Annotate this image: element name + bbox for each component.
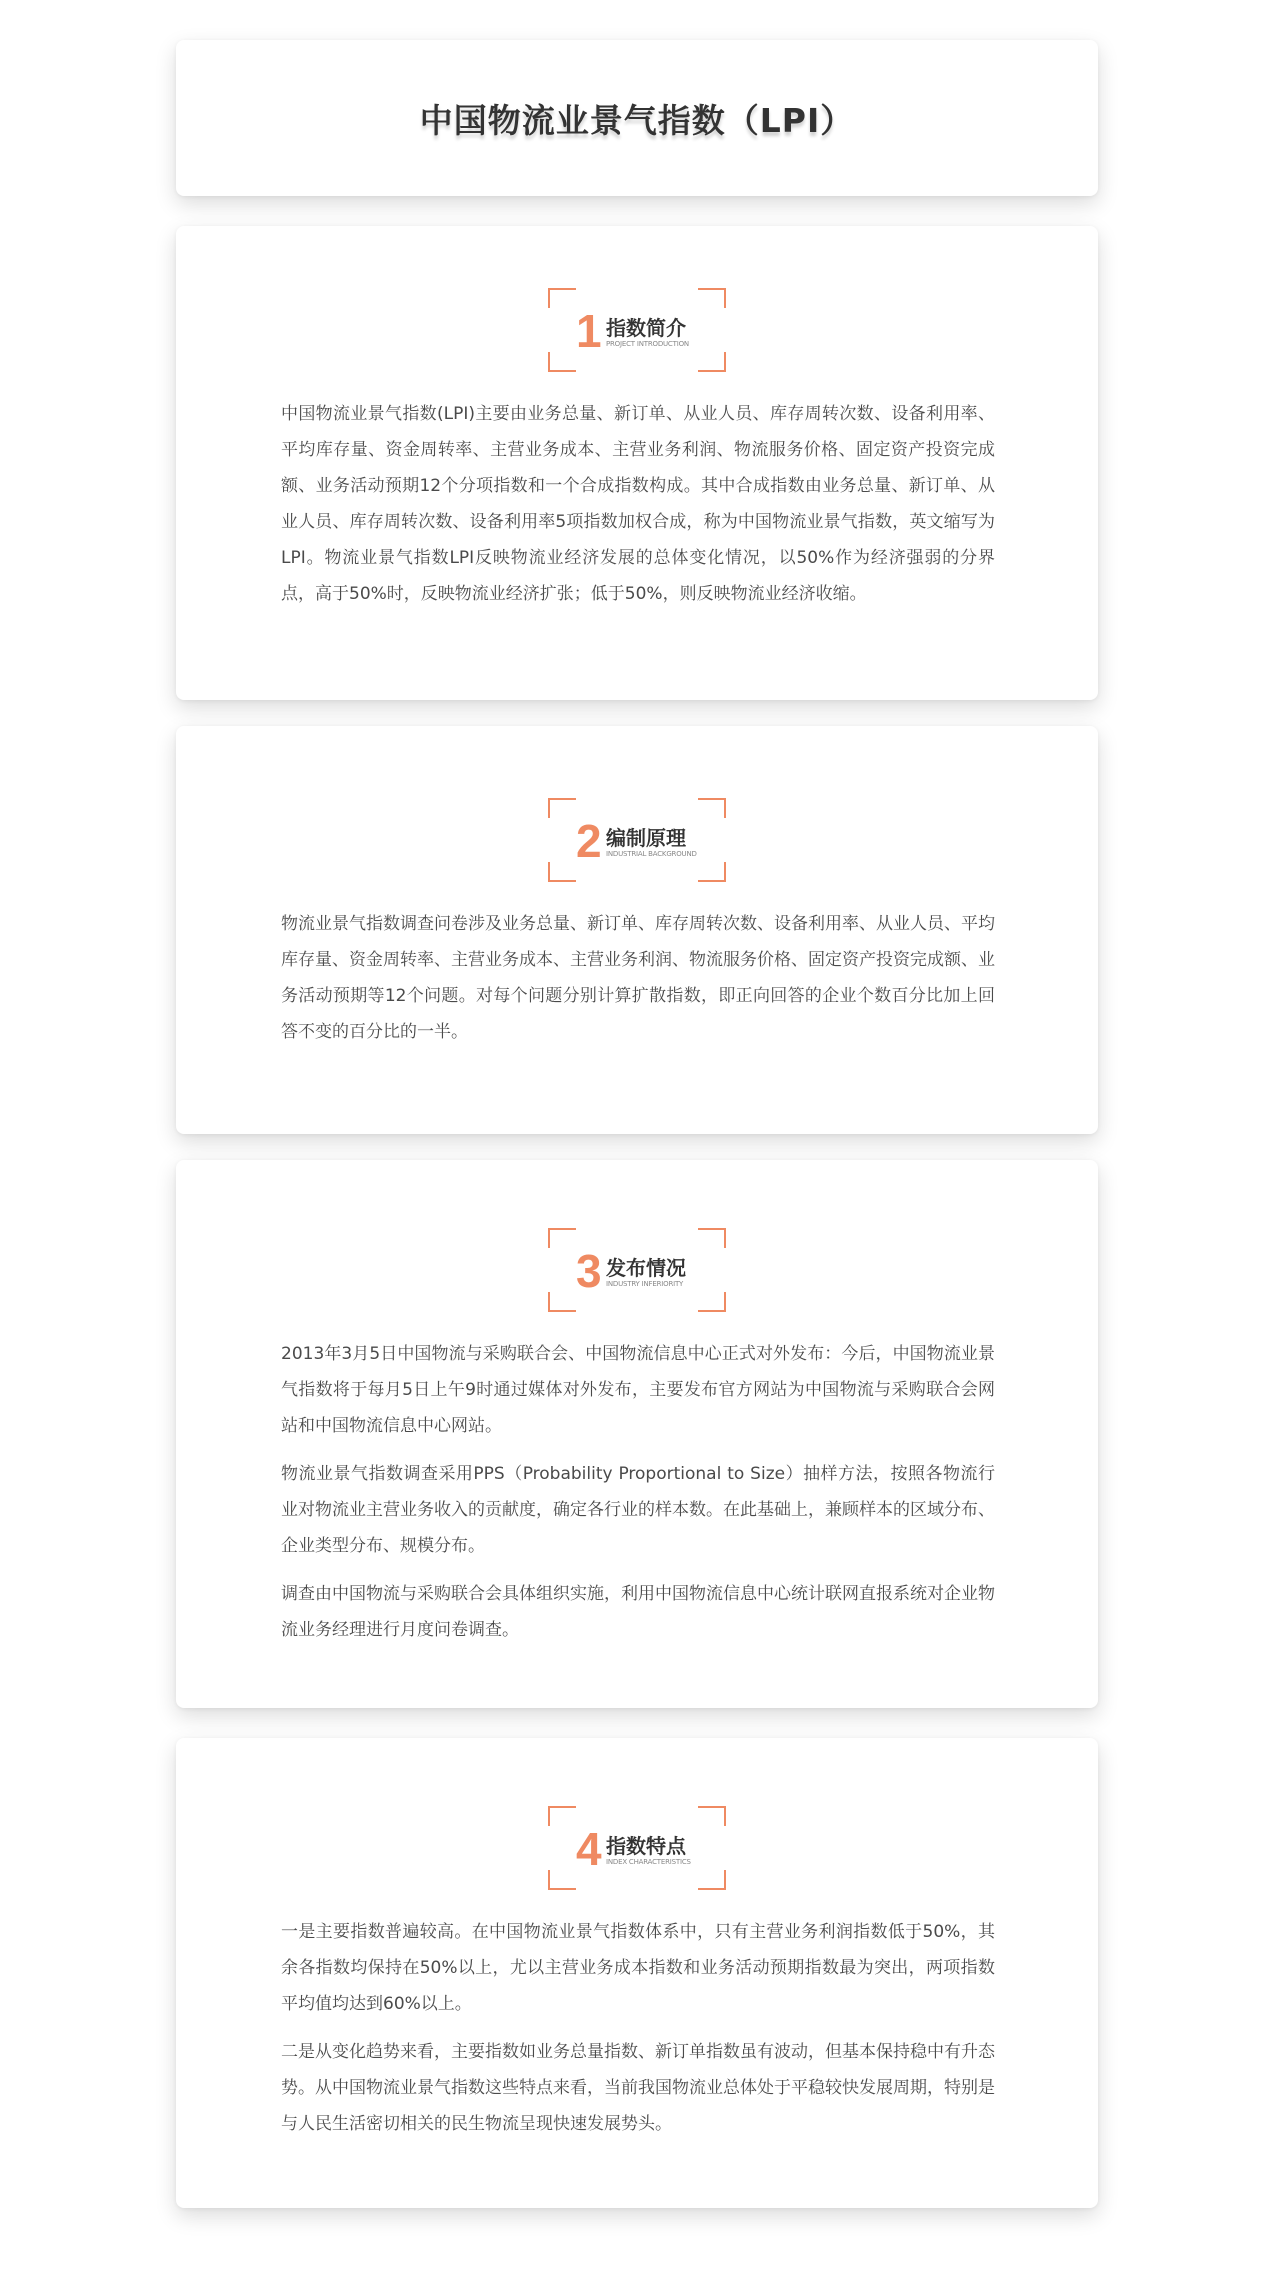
section-header: [548, 288, 726, 372]
paragraph: 物流业景气指数调查采用PPS（Probability Proportional to Size）抽样方法，按照各物流行业对物流业主营业务收入的贡献度，确定各行业的样本数。在此基础上，兼顾样本的区域分布、企业类型分布、规模分布。: [281, 1464, 995, 1556]
section-body: [281, 906, 995, 1050]
corner-bracket: [548, 352, 576, 372]
paragraph: 2013年3月5日中国物流与采购联合会、中国物流信息中心正式对外发布：今后，中国物流业景气指数将于每月5日上午9时通过媒体对外发布，主要发布官方网站为中国物流与采购联合会网站和中国物流信息中心网站。: [281, 1344, 995, 1436]
section-body: [281, 1914, 995, 2142]
corner-bracket: [548, 1292, 576, 1312]
corner-bracket: [548, 1870, 576, 1890]
section-title: 编制原理: [606, 826, 686, 850]
corner-bracket: [698, 288, 726, 308]
corner-bracket: [698, 1870, 726, 1890]
section-number: 4: [576, 1823, 602, 1875]
section-body: [281, 396, 995, 612]
section-card-principle: [176, 726, 1098, 1134]
corner-bracket: [548, 288, 576, 308]
section-card-features: [176, 1738, 1098, 2208]
section-header: [548, 1228, 726, 1312]
section-card-intro: [176, 226, 1098, 700]
section-title: 发布情况: [606, 1256, 686, 1280]
paragraph: 中国物流业景气指数(LPI)主要由业务总量、新订单、从业人员、库存周转次数、设备利用率、平均库存量、资金周转率、主营业务成本、主营业务利润、物流服务价格、固定资产投资完成额、业务活动预期12个分项指数和一个合成指数构成。其中合成指数由业务总量、新订单、从业人员、库存周转次数、设备利用率5项指数加权合成，称为中国物流业景气指数，英文缩写为LPI。物流业景气指数LPI反映物流业经济发展的总体变化情况，以50%作为经济强弱的分界点，高于50%时，反映物流业经济扩张；低于50%，则反映物流业经济收缩。: [281, 404, 995, 604]
corner-bracket: [548, 1228, 576, 1248]
section-number: 3: [576, 1245, 602, 1297]
corner-bracket: [698, 1292, 726, 1312]
paragraph: 调查由中国物流与采购联合会具体组织实施，利用中国物流信息中心统计联网直报系统对企业物流业务经理进行月度问卷调查。: [281, 1584, 995, 1640]
section-subtitle: INDUSTRY INFERIORITY: [606, 1280, 684, 1288]
section-subtitle: INDUSTRIAL BACKGROUND: [606, 850, 697, 858]
section-number: 2: [576, 815, 602, 867]
page-title: 中国物流业景气指数（LPI）: [419, 100, 855, 140]
corner-bracket: [548, 1806, 576, 1826]
corner-bracket: [548, 862, 576, 882]
section-number: 1: [576, 305, 602, 357]
section-subtitle: INDEX CHARACTERISTICS: [606, 1858, 691, 1866]
title-card: [176, 40, 1098, 196]
corner-bracket: [698, 1806, 726, 1826]
paragraph: 二是从变化趋势来看，主要指数如业务总量指数、新订单指数虽有波动，但基本保持稳中有升态势。从中国物流业景气指数这些特点来看，当前我国物流业总体处于平稳较快发展周期，特别是与人民生活密切相关的民生物流呈现快速发展势头。: [281, 2042, 995, 2134]
section-subtitle: PROJECT INTRODUCTION: [606, 340, 689, 348]
paragraph: 一是主要指数普遍较高。在中国物流业景气指数体系中，只有主营业务利润指数低于50%，其余各指数均保持在50%以上，尤以主营业务成本指数和业务活动预期指数最为突出，两项指数平均值均达到60%以上。: [281, 1922, 995, 2014]
corner-bracket: [698, 798, 726, 818]
section-title: 指数特点: [606, 1834, 686, 1858]
corner-bracket: [548, 798, 576, 818]
corner-bracket: [698, 352, 726, 372]
section-body: [281, 1336, 995, 1648]
section-header: [548, 1806, 726, 1890]
section-title: 指数简介: [606, 316, 686, 340]
section-header: [548, 798, 726, 882]
corner-bracket: [698, 862, 726, 882]
paragraph: 物流业景气指数调查问卷涉及业务总量、新订单、库存周转次数、设备利用率、从业人员、平均库存量、资金周转率、主营业务成本、主营业务利润、物流服务价格、固定资产投资完成额、业务活动预期等12个问题。对每个问题分别计算扩散指数，即正向回答的企业个数百分比加上回答不变的百分比的一半。: [281, 914, 995, 1042]
section-card-release: [176, 1160, 1098, 1708]
corner-bracket: [698, 1228, 726, 1248]
